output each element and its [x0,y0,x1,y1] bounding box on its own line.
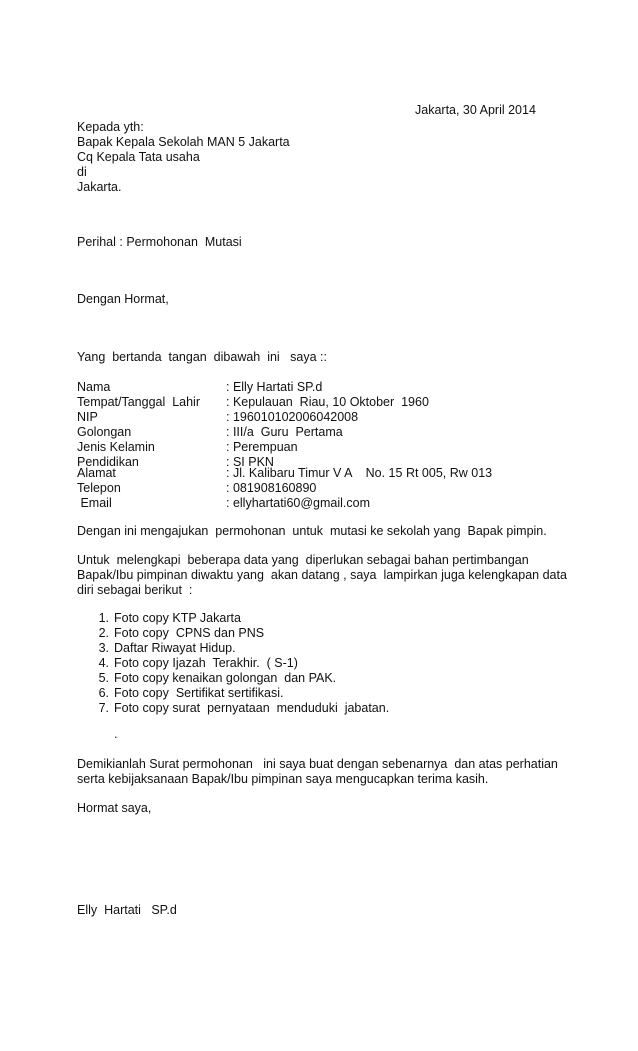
recipient-line: Jakarta. [77,180,122,194]
identity-value: : SI PKN [226,455,274,469]
identity-value: : Jl. Kalibaru Timur V A No. 15 Rt 005, Rw 013 [226,466,493,480]
list-number: 3. [98,641,109,655]
list-number: 4. [98,656,109,670]
identity-label: NIP [77,410,98,424]
identity-label: Nama [77,380,111,394]
identity-label: Email [77,496,112,510]
recipient-line: di [77,165,87,179]
list-number: 6. [98,686,109,700]
attachment-intro-line: Bapak/Ibu pimpinan diwaktu yang akan datang , saya lampirkan juga kelengkapan data [77,568,567,582]
attachment-intro-line: diri sebagai berikut : [77,583,193,597]
identity-label: Golongan [77,425,132,439]
recipient-line: Kepada yth: [77,120,144,134]
identity-value: : 081908160890 [226,481,317,495]
greeting: Dengan Hormat, [77,292,169,306]
identity-label: Jenis Kelamin [77,440,155,454]
list-number: 1. [98,611,109,625]
list-number: 2. [98,626,109,640]
sign-off: Hormat saya, [77,801,152,815]
list-item: Foto copy CPNS dan PNS [114,626,265,640]
list-item: Daftar Riwayat Hidup. [114,641,236,655]
list-item: Foto copy Ijazah Terakhir. ( S-1) [114,656,298,670]
identity-value: : Kepulauan Riau, 10 Oktober 1960 [226,395,429,409]
identity-label: Pendidikan [77,455,139,469]
stray-dot: . [114,727,118,741]
identity-label: Alamat [77,466,116,480]
list-item: Foto copy KTP Jakarta [114,611,241,625]
signature-name: Elly Hartati SP.d [77,903,177,917]
request-paragraph: Dengan ini mengajukan permohonan untuk mutasi ke sekolah yang Bapak pimpin. [77,524,547,538]
recipient-line: Bapak Kepala Sekolah MAN 5 Jakarta [77,135,290,149]
identity-value: : ellyhartati60@gmail.com [226,496,370,510]
list-item: Foto copy kenaikan golongan dan PAK. [114,671,337,685]
list-number: 7. [98,701,109,715]
recipient-line: Cq Kepala Tata usaha [77,150,200,164]
list-item: Foto copy surat pernyataan menduduki jabatan. [114,701,390,715]
letter-date: Jakarta, 30 April 2014 [415,103,536,117]
list-number: 5. [98,671,109,685]
intro-line: Yang bertanda tangan dibawah ini saya :: [77,350,327,364]
closing-line: Demikianlah Surat permohonan ini saya buat dengan sebenarnya dan atas perhatian [77,757,558,771]
identity-value: : 196010102006042008 [226,410,359,424]
identity-value: : Perempuan [226,440,298,454]
subject-line: Perihal : Permohonan Mutasi [77,235,242,249]
list-item: Foto copy Sertifikat sertifikasi. [114,686,284,700]
closing-line: serta kebijaksanaan Bapak/Ibu pimpinan saya mengucapkan terima kasih. [77,772,489,786]
attachment-intro-line: Untuk melengkapi beberapa data yang diperlukan sebagai bahan pertimbangan [77,553,529,567]
identity-label: Tempat/Tanggal Lahir [77,395,200,409]
identity-value: : III/a Guru Pertama [226,425,343,439]
identity-label: Telepon [77,481,121,495]
identity-value: : Elly Hartati SP.d [226,380,323,394]
